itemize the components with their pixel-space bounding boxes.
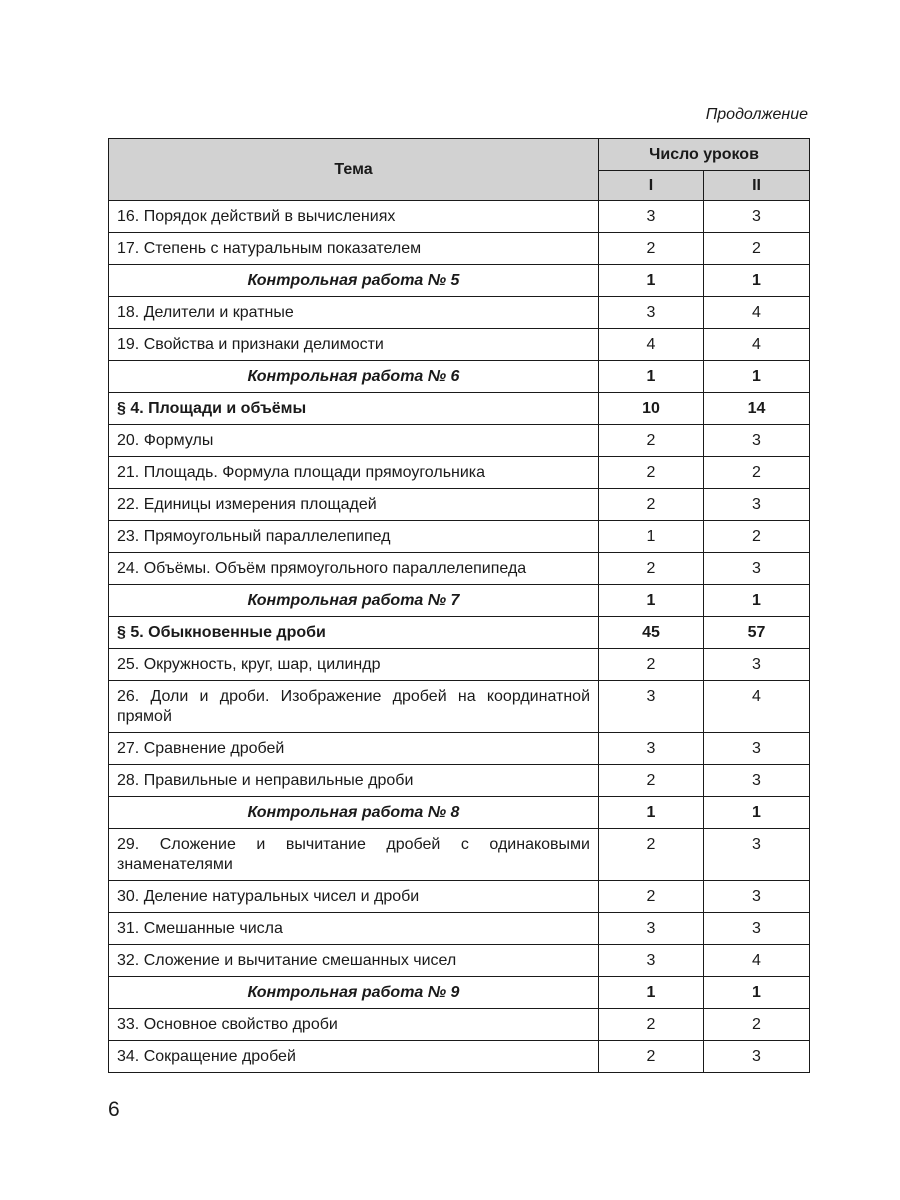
lessons-variant-2-cell: 3 (704, 489, 810, 521)
topic-cell: Контрольная работа № 8 (109, 797, 599, 829)
lessons-variant-2-cell: 3 (704, 1041, 810, 1073)
topic-cell: 30. Деление натуральных чисел и дроби (109, 881, 599, 913)
table-row (109, 297, 810, 329)
table-row (109, 521, 810, 553)
topic-cell: 25. Окружность, круг, шар, цилиндр (109, 649, 599, 681)
lessons-variant-1-cell: 3 (599, 681, 704, 733)
lessons-variant-1-cell: 2 (599, 553, 704, 585)
topic-cell: 22. Единицы измерения площадей (109, 489, 599, 521)
lessons-variant-2-cell: 3 (704, 881, 810, 913)
lessons-variant-1-cell: 2 (599, 425, 704, 457)
topic-cell: § 5. Обыкновенные дроби (109, 617, 599, 649)
lessons-variant-2-cell: 2 (704, 521, 810, 553)
lessons-variant-2-cell: 3 (704, 913, 810, 945)
lessons-variant-1-cell: 1 (599, 977, 704, 1009)
lessons-variant-1-cell: 2 (599, 881, 704, 913)
column-header-variant-1: I (599, 171, 704, 201)
section-row (109, 393, 810, 425)
lessons-variant-1-cell: 3 (599, 913, 704, 945)
topic-cell: 19. Свойства и признаки делимости (109, 329, 599, 361)
table-row (109, 913, 810, 945)
lessons-variant-2-cell: 57 (704, 617, 810, 649)
topic-cell: 18. Делители и кратные (109, 297, 599, 329)
test-row (109, 361, 810, 393)
column-header-lessons: Число уроков (599, 139, 810, 171)
lessons-variant-2-cell: 3 (704, 649, 810, 681)
test-row (109, 265, 810, 297)
topic-cell: 28. Правильные и неправильные дроби (109, 765, 599, 797)
topic-cell: Контрольная работа № 5 (109, 265, 599, 297)
lessons-variant-1-cell: 2 (599, 1009, 704, 1041)
table-row (109, 1041, 810, 1073)
table-body (109, 201, 810, 1073)
topic-cell: 31. Смешанные числа (109, 913, 599, 945)
lessons-variant-2-cell: 3 (704, 425, 810, 457)
table-row (109, 1009, 810, 1041)
lessons-variant-1-cell: 45 (599, 617, 704, 649)
lessons-variant-1-cell: 2 (599, 829, 704, 881)
topic-cell: 32. Сложение и вычитание смешанных чисел (109, 945, 599, 977)
topic-cell: 16. Порядок действий в вычислениях (109, 201, 599, 233)
lessons-variant-1-cell: 1 (599, 521, 704, 553)
lessons-variant-1-cell: 3 (599, 733, 704, 765)
topic-cell: Контрольная работа № 9 (109, 977, 599, 1009)
topic-cell: 17. Степень с натуральным показателем (109, 233, 599, 265)
table-row (109, 829, 810, 881)
lessons-variant-1-cell: 10 (599, 393, 704, 425)
topic-cell: Контрольная работа № 6 (109, 361, 599, 393)
topic-cell: 23. Прямоугольный параллелепипед (109, 521, 599, 553)
lessons-variant-1-cell: 2 (599, 489, 704, 521)
test-row (109, 977, 810, 1009)
lessons-variant-1-cell: 1 (599, 797, 704, 829)
lessons-variant-2-cell: 2 (704, 1009, 810, 1041)
lessons-variant-1-cell: 2 (599, 457, 704, 489)
lessons-variant-1-cell: 2 (599, 233, 704, 265)
table-header (109, 139, 810, 201)
topic-cell: 26. Доли и дроби. Изображение дробей на координатной прямой (109, 681, 599, 733)
topic-cell: § 4. Площади и объёмы (109, 393, 599, 425)
lessons-variant-1-cell: 3 (599, 945, 704, 977)
lessons-variant-2-cell: 4 (704, 297, 810, 329)
topic-cell: 24. Объёмы. Объём прямоугольного параллелепипеда (109, 553, 599, 585)
lessons-variant-2-cell: 4 (704, 681, 810, 733)
lessons-variant-2-cell: 1 (704, 585, 810, 617)
lessons-variant-2-cell: 14 (704, 393, 810, 425)
lessons-variant-2-cell: 3 (704, 829, 810, 881)
topic-cell: 21. Площадь. Формула площади прямоугольника (109, 457, 599, 489)
lessons-variant-1-cell: 2 (599, 765, 704, 797)
lessons-variant-2-cell: 4 (704, 329, 810, 361)
lessons-variant-1-cell: 3 (599, 297, 704, 329)
lessons-variant-2-cell: 2 (704, 233, 810, 265)
lessons-variant-1-cell: 1 (599, 585, 704, 617)
lessons-variant-2-cell: 3 (704, 765, 810, 797)
lessons-variant-1-cell: 2 (599, 1041, 704, 1073)
topic-cell: 34. Сокращение дробей (109, 1041, 599, 1073)
table-row (109, 733, 810, 765)
topic-cell: 20. Формулы (109, 425, 599, 457)
lessons-variant-2-cell: 3 (704, 201, 810, 233)
continuation-label: Продолжение (705, 106, 808, 123)
lessons-variant-1-cell: 1 (599, 265, 704, 297)
topic-cell: 27. Сравнение дробей (109, 733, 599, 765)
column-header-topic: Тема (109, 139, 599, 201)
topic-cell: 29. Сложение и вычитание дробей с одинаковыми знаменателями (109, 829, 599, 881)
lessons-variant-1-cell: 3 (599, 201, 704, 233)
table-row (109, 425, 810, 457)
table-row (109, 765, 810, 797)
table-row (109, 489, 810, 521)
lessons-variant-1-cell: 1 (599, 361, 704, 393)
page-number: 6 (108, 1098, 120, 1121)
table-row (109, 201, 810, 233)
topic-cell: 33. Основное свойство дроби (109, 1009, 599, 1041)
lessons-variant-1-cell: 2 (599, 649, 704, 681)
lessons-variant-2-cell: 1 (704, 797, 810, 829)
lessons-variant-2-cell: 1 (704, 361, 810, 393)
lessons-variant-2-cell: 3 (704, 553, 810, 585)
lesson-plan-table (108, 138, 810, 1073)
lessons-variant-1-cell: 4 (599, 329, 704, 361)
lessons-variant-2-cell: 2 (704, 457, 810, 489)
table-row (109, 881, 810, 913)
test-row (109, 585, 810, 617)
table-row (109, 457, 810, 489)
topic-cell: Контрольная работа № 7 (109, 585, 599, 617)
table-row (109, 649, 810, 681)
lessons-variant-2-cell: 4 (704, 945, 810, 977)
lessons-variant-2-cell: 3 (704, 733, 810, 765)
test-row (109, 797, 810, 829)
table-row (109, 329, 810, 361)
lessons-variant-2-cell: 1 (704, 977, 810, 1009)
table-row (109, 553, 810, 585)
table-row (109, 681, 810, 733)
section-row (109, 617, 810, 649)
column-header-variant-2: II (704, 171, 810, 201)
table-row (109, 233, 810, 265)
lessons-variant-2-cell: 1 (704, 265, 810, 297)
table-row (109, 945, 810, 977)
